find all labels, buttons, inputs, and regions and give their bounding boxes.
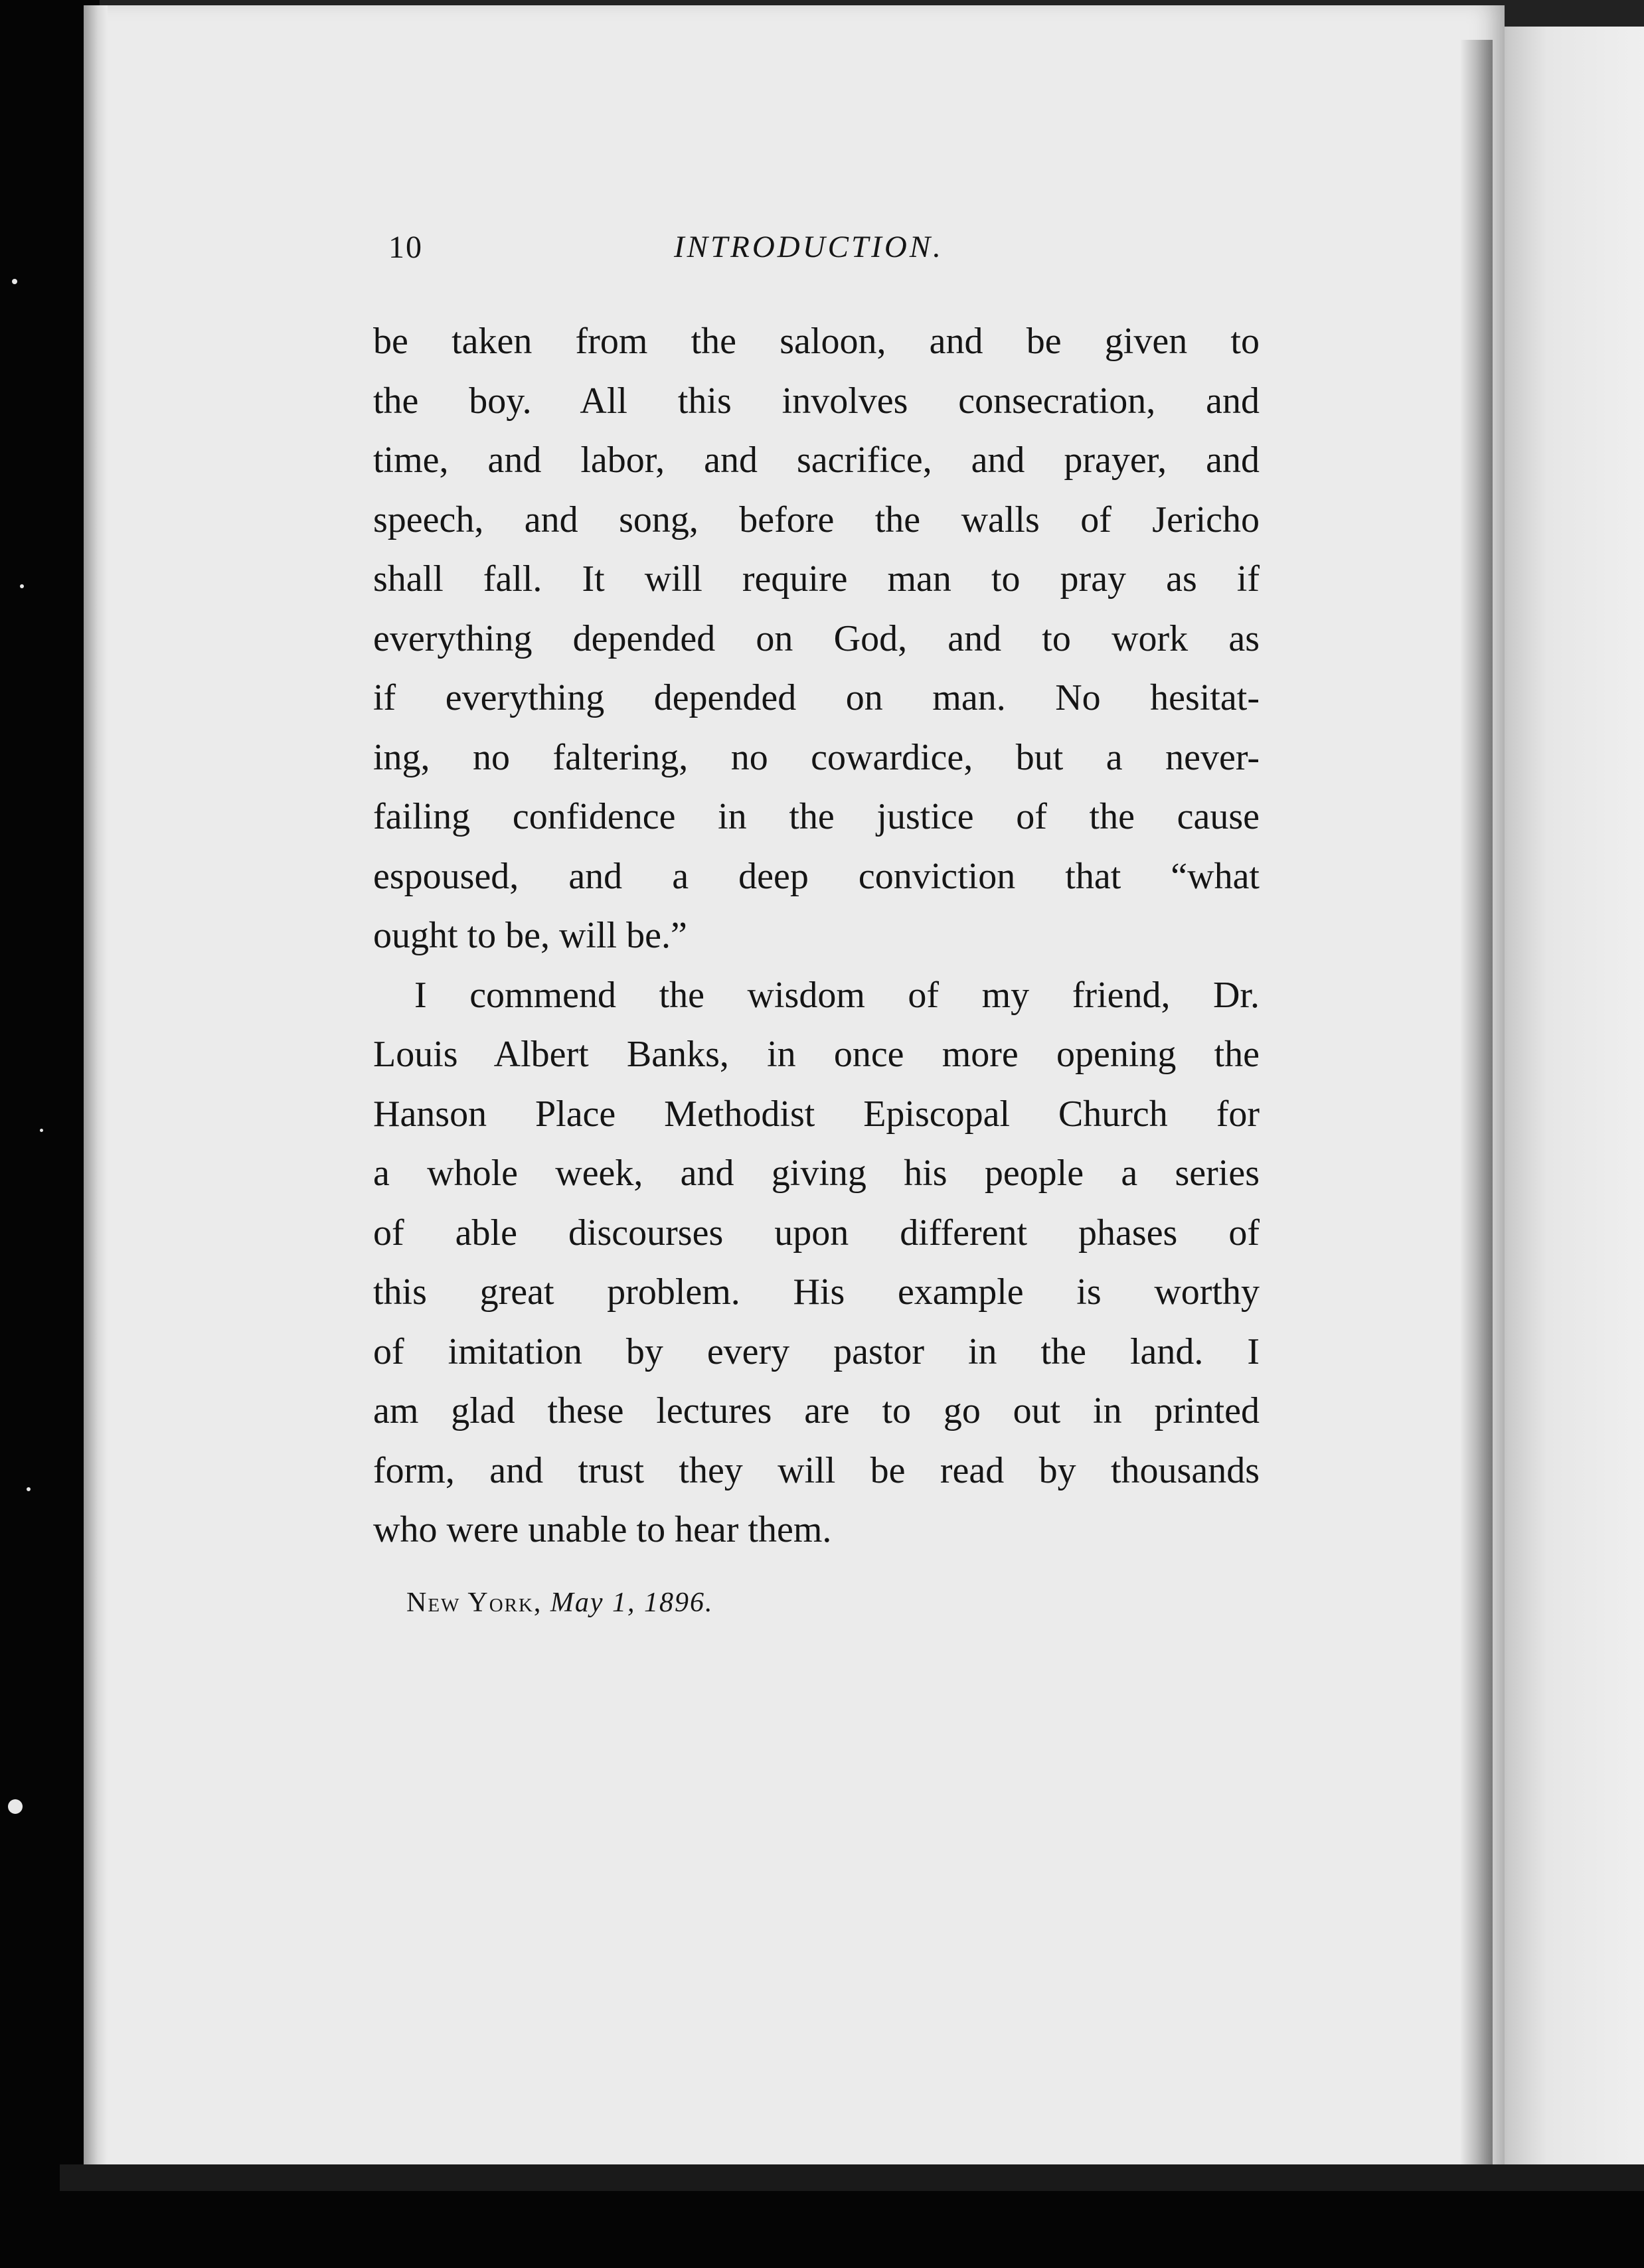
text-line: this great problem. His example is worthy: [373, 1271, 1260, 1313]
running-head: INTRODUCTION.: [674, 230, 944, 264]
scan-speck: [12, 279, 17, 284]
text-line: of imitation by every pastor in the land. I: [373, 1331, 1260, 1372]
text-line: be taken from the saloon, and be given to: [373, 321, 1260, 362]
text-line: espoused, and a deep conviction that “what: [373, 855, 1260, 897]
page-gutter-shadow: [1461, 40, 1493, 2164]
page-header: [388, 229, 1265, 282]
paragraph-2: [373, 966, 1260, 1560]
scan-speck: [27, 1487, 31, 1491]
signature-place: New York,: [406, 1587, 542, 1618]
text-line: ing, no faltering, no cowardice, but a never-: [373, 736, 1260, 778]
scan-speck: [40, 1129, 43, 1132]
signature-dateline: [406, 1587, 714, 1619]
text-line: ought to be, will be.”: [373, 915, 687, 956]
scan-speck: [20, 584, 24, 588]
text-line: the boy. All this involves consecration, and: [373, 380, 1260, 422]
text-line: speech, and song, before the walls of Jericho: [373, 499, 1260, 540]
text-line: who were unable to hear them.: [373, 1509, 832, 1550]
text-line: time, and labor, and sacrifice, and prayer, and: [373, 440, 1260, 481]
text-line: failing confidence in the justice of the cause: [373, 796, 1260, 837]
text-line: form, and trust they will be read by thousands: [373, 1449, 1260, 1491]
text-line: everything depended on God, and to work as: [373, 617, 1260, 659]
text-line: if everything depended on man. No hesitat-: [373, 677, 1260, 718]
page-left-edge: [84, 5, 108, 2176]
page-number: 10: [388, 230, 423, 265]
text-line: Louis Albert Banks, in once more opening the: [373, 1034, 1260, 1075]
paragraph-1: [373, 312, 1260, 966]
signature-date: May 1, 1896.: [550, 1587, 714, 1618]
scan-speck: [8, 1799, 23, 1814]
text-line: shall fall. It will require man to pray as if: [373, 558, 1260, 600]
text-line: a whole week, and giving his people a series: [373, 1153, 1260, 1194]
text-line: Hanson Place Methodist Episcopal Church for: [373, 1093, 1260, 1135]
text-line: am glad these lectures are to go out in printed: [373, 1390, 1260, 1431]
body-text: [373, 312, 1260, 1560]
text-line: I commend the wisdom of my friend, Dr.: [414, 974, 1260, 1016]
book-bottom-edge: [60, 2164, 1644, 2191]
adjacent-page-edge: [1481, 27, 1644, 2174]
text-line: of able discourses upon different phases of: [373, 1212, 1260, 1254]
